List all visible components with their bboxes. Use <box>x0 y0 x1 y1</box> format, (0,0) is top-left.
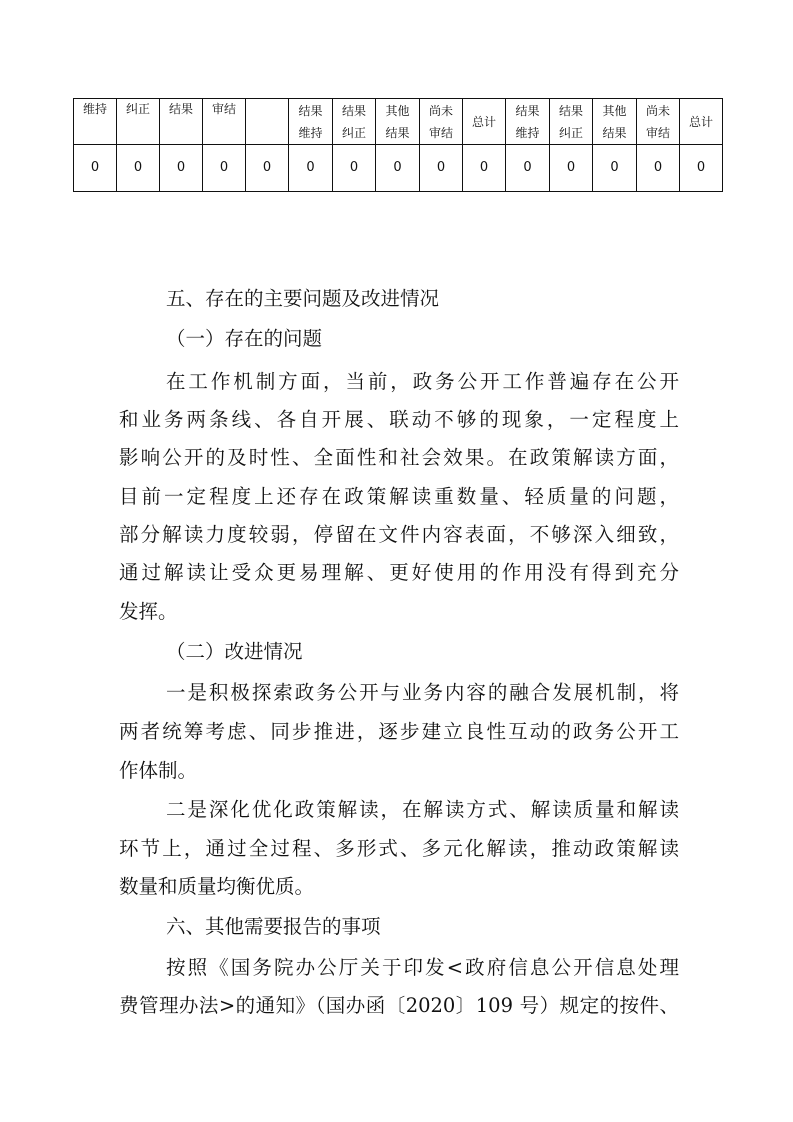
subsection-problems-heading: （一）存在的问题 <box>166 327 323 350</box>
header-cell: 结果 纠正 <box>333 99 376 145</box>
header-cell: 尚未 审结 <box>420 99 463 145</box>
value-cell: 0 <box>550 145 593 192</box>
paragraph-line: 和业务两条线、各自开展、联动不够的现象，一定程度上 <box>119 408 679 431</box>
value-cell: 0 <box>289 145 333 192</box>
header-cell: 结果 <box>160 99 203 145</box>
section5-heading: 五、存在的主要问题及改进情况 <box>166 287 440 310</box>
value-cell: 0 <box>420 145 463 192</box>
header-cell: 结果 维持 <box>506 99 550 145</box>
header-cell: 结果 纠正 <box>550 99 593 145</box>
section6-heading: 六、其他需要报告的事项 <box>166 915 381 938</box>
paragraph-line: 按照《国务院办公厅关于印发<政府信息公开信息处理 <box>166 956 679 979</box>
paragraph-line: 发挥。 <box>119 600 178 623</box>
value-cell: 0 <box>203 145 246 192</box>
paragraph-line: 数量和质量均衡优质。 <box>119 875 315 898</box>
value-cell: 0 <box>593 145 637 192</box>
header-cell: 总计 <box>463 99 506 145</box>
subsection-improvements-heading: （二）改进情况 <box>166 640 303 663</box>
value-cell: 0 <box>246 145 289 192</box>
paragraph-line: 影响公开的及时性、全面性和社会效果。在政策解读方面， <box>119 446 679 469</box>
paragraph-line: 通过解读让受众更易理解、更好使用的作用没有得到充分 <box>119 561 679 584</box>
header-cell: 尚未 审结 <box>637 99 680 145</box>
paragraph-line: 环节上，通过全过程、多形式、多元化解读，推动政策解读 <box>119 837 679 860</box>
value-cell: 0 <box>74 145 117 192</box>
header-cell: 审结 <box>203 99 246 145</box>
paragraph-line: 作体制。 <box>119 759 198 782</box>
header-cell: 结果 维持 <box>289 99 333 145</box>
value-cell: 0 <box>117 145 160 192</box>
paragraph-line: 目前一定程度上还存在政策解读重数量、轻质量的问题， <box>119 485 679 508</box>
paragraph-line: 部分解读力度较弱，停留在文件内容表面，不够深入细致， <box>119 523 679 546</box>
value-cell: 0 <box>333 145 376 192</box>
paragraph-line: 二是深化优化政策解读，在解读方式、解读质量和解读 <box>166 798 679 821</box>
paragraph-line: 在工作机制方面，当前，政务公开工作普遍存在公开 <box>166 370 679 393</box>
value-cell: 0 <box>680 145 723 192</box>
header-cell: 其他 结果 <box>593 99 637 145</box>
paragraph-line: 两者统筹考虑、同步推进，逐步建立良性互动的政务公开工 <box>119 720 679 743</box>
value-cell: 0 <box>463 145 506 192</box>
value-cell: 0 <box>376 145 420 192</box>
paragraph-line: 一是积极探索政务公开与业务内容的融合发展机制，将 <box>166 681 679 704</box>
value-cell: 0 <box>506 145 550 192</box>
header-cell: 维持 <box>74 99 117 145</box>
paragraph-line: 费管理办法>的通知》（国办函〔2020〕109 号）规定的按件、 <box>119 994 679 1017</box>
value-cell: 0 <box>160 145 203 192</box>
header-cell: 纠正 <box>117 99 160 145</box>
header-cell: 其他 结果 <box>376 99 420 145</box>
value-cell: 0 <box>637 145 680 192</box>
header-cell: 总计 <box>680 99 723 145</box>
